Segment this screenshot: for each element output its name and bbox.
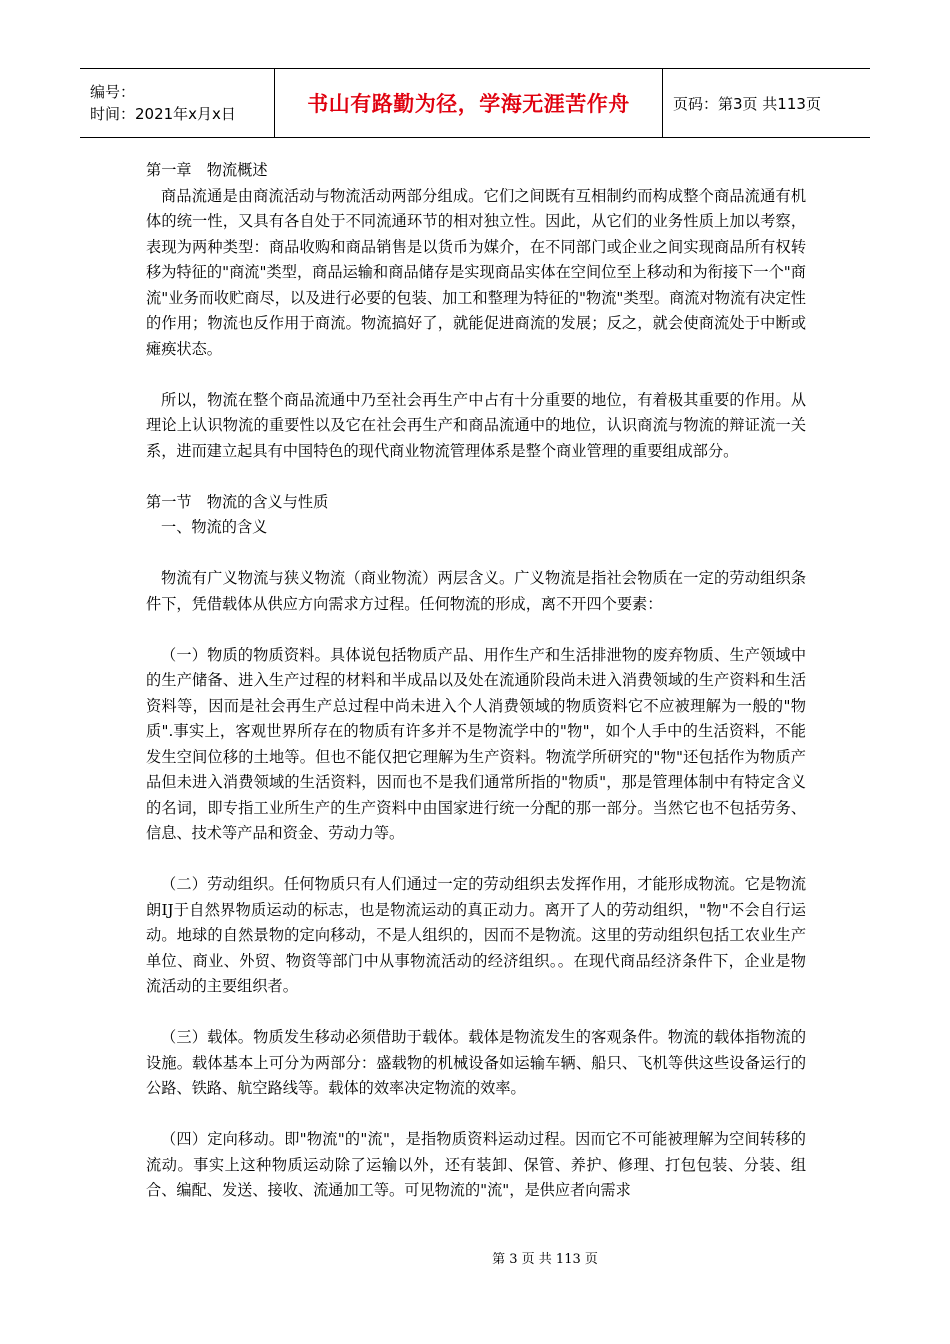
document-time-label: 时间：2021年x月x日 xyxy=(90,105,236,123)
subsection-title: 一、物流的含义 xyxy=(161,518,268,536)
paragraph-commodity-circulation: 商品流通是由商流活动与物流活动两部分组成。它们之间既有互相制约而构成整个商品流通有机体的统一性，又具有各自处于不同流通环节的相对独立性。因此，从它们的业务性质上加以考察，表现为两种类型：商品收购和商品销售是以货币为媒介，在不同部门或企业之间实现商品所有权转移为特征的"商流"类型，商品运输和商品储存是实现商品实体在空间位至上移动和为衔接下一个"商流"业务而收贮商尽，以及进行必要的包装、加工和整理为特征的"物流"类型。商流对物流有决定性的作用；物流也反作用于商流。物流搞好了，就能促进商流的发展；反之，就会使商流处于中断或瘫痪状态。 xyxy=(146,186,806,358)
header-motto-cell xyxy=(275,69,663,137)
paragraph-spacer xyxy=(146,541,806,567)
paragraph-logistics-meaning: 物流有广义物流与狭义物流（商业物流）两层含义。广义物流是指社会物质在一定的劳动组织条件下，凭借载体从供应方向需求方过程。任何物流的形成，离不开四个要素： xyxy=(146,569,806,613)
header-page-cell xyxy=(663,69,870,137)
paragraph-spacer xyxy=(146,1102,806,1128)
paragraph-spacer xyxy=(146,1000,806,1026)
document-body xyxy=(146,158,806,1204)
paragraph-spacer xyxy=(146,362,806,388)
paragraph-spacer xyxy=(146,617,806,643)
paragraph-element-carrier: （三）载体。物质发生移动必须借助于载体。载体是物流发生的客观条件。物流的载体指物流的设施。载体基本上可分为两部分：盛载物的机械设备如运输车辆、船只、飞机等供这些设备运行的公路、铁路、航空路线等。载体的效率决定物流的效率。 xyxy=(146,1028,806,1097)
paragraph-element-movement: （四）定向移动。即"物流"的"流"，是指物质资料运动过程。因而它不可能被理解为空间转移的流动。事实上这种物质运动除了运输以外，还有装卸、保管、养护、修理、打包包装、分装、组合、编配、发送、接收、流通加工等。可见物流的"流"，是供应者向需求 xyxy=(146,1130,806,1199)
page-footer: 第 3 页 共 113 页 xyxy=(492,1252,598,1267)
paragraph-element-labor: （二）劳动组织。任何物质只有人们通过一定的劳动组织去发挥作用，才能形成物流。它是物流朗IJ于自然界物质运动的标志，也是物流运动的真正动力。离开了人的劳动组织，"物"不会自行运动。地球的自然景物的定向移动，不是人组织的，因而不是物流。这里的劳动组织包括工农业生产单位、商业、外贸、物资等部门中从事物流活动的经济组织。。在现代商品经济条件下，企业是物流活动的主要组织者。 xyxy=(146,875,806,995)
header-page-label: 页码：第3页 共113页 xyxy=(673,94,821,113)
header-left-cell xyxy=(80,69,275,137)
header-motto: 书山有路勤为径，学海无涯苦作舟 xyxy=(307,92,630,116)
paragraph-logistics-importance: 所以，物流在整个商品流通中乃至社会再生产中占有十分重要的地位，有着极其重要的作用。从理论上认识物流的重要性以及它在社会再生产和商品流通中的地位，认识商流与物流的辩证流一关系，进而建立起具有中国特色的现代商业物流管理体系是整个商业管理的重要组成部分。 xyxy=(146,390,806,460)
section-title: 第一节 物流的含义与性质 xyxy=(146,492,329,511)
page-header xyxy=(80,68,870,138)
document-number-label: 编号： xyxy=(90,83,136,101)
chapter-title: 第一章 物流概述 xyxy=(146,161,268,179)
paragraph-spacer xyxy=(146,847,806,873)
paragraph-spacer xyxy=(146,464,806,490)
paragraph-element-material: （一）物质的物质资料。具体说包括物质产品、用作生产和生活排泄物的废弃物质、生产领域中的生产储备、进入生产过程的材料和半成品以及处在流通阶段尚未进入消费领域的生产资料和生活资料等，因而是社会再生产总过程中尚未进入个人消费领域的物质资料它不应被理解为一般的"物质".事实上，客观世界所存在的物质有许多并不是物流学中的"物"，如个人手中的生活资料，不能发生空间位移的土地等。但也不能仅把它理解为生产资料。物流学所研究的"物"还包括作为物质产品但未进入消费领域的生活资料，因而也不是我们通常所指的"物质"，那是管理体制中有特定含义的名词，即专指工业所生产的生产资料中由国家进行统一分配的那一部分。当然它也不包括劳务、信息、技术等产品和资金、劳动力等。 xyxy=(146,645,806,842)
